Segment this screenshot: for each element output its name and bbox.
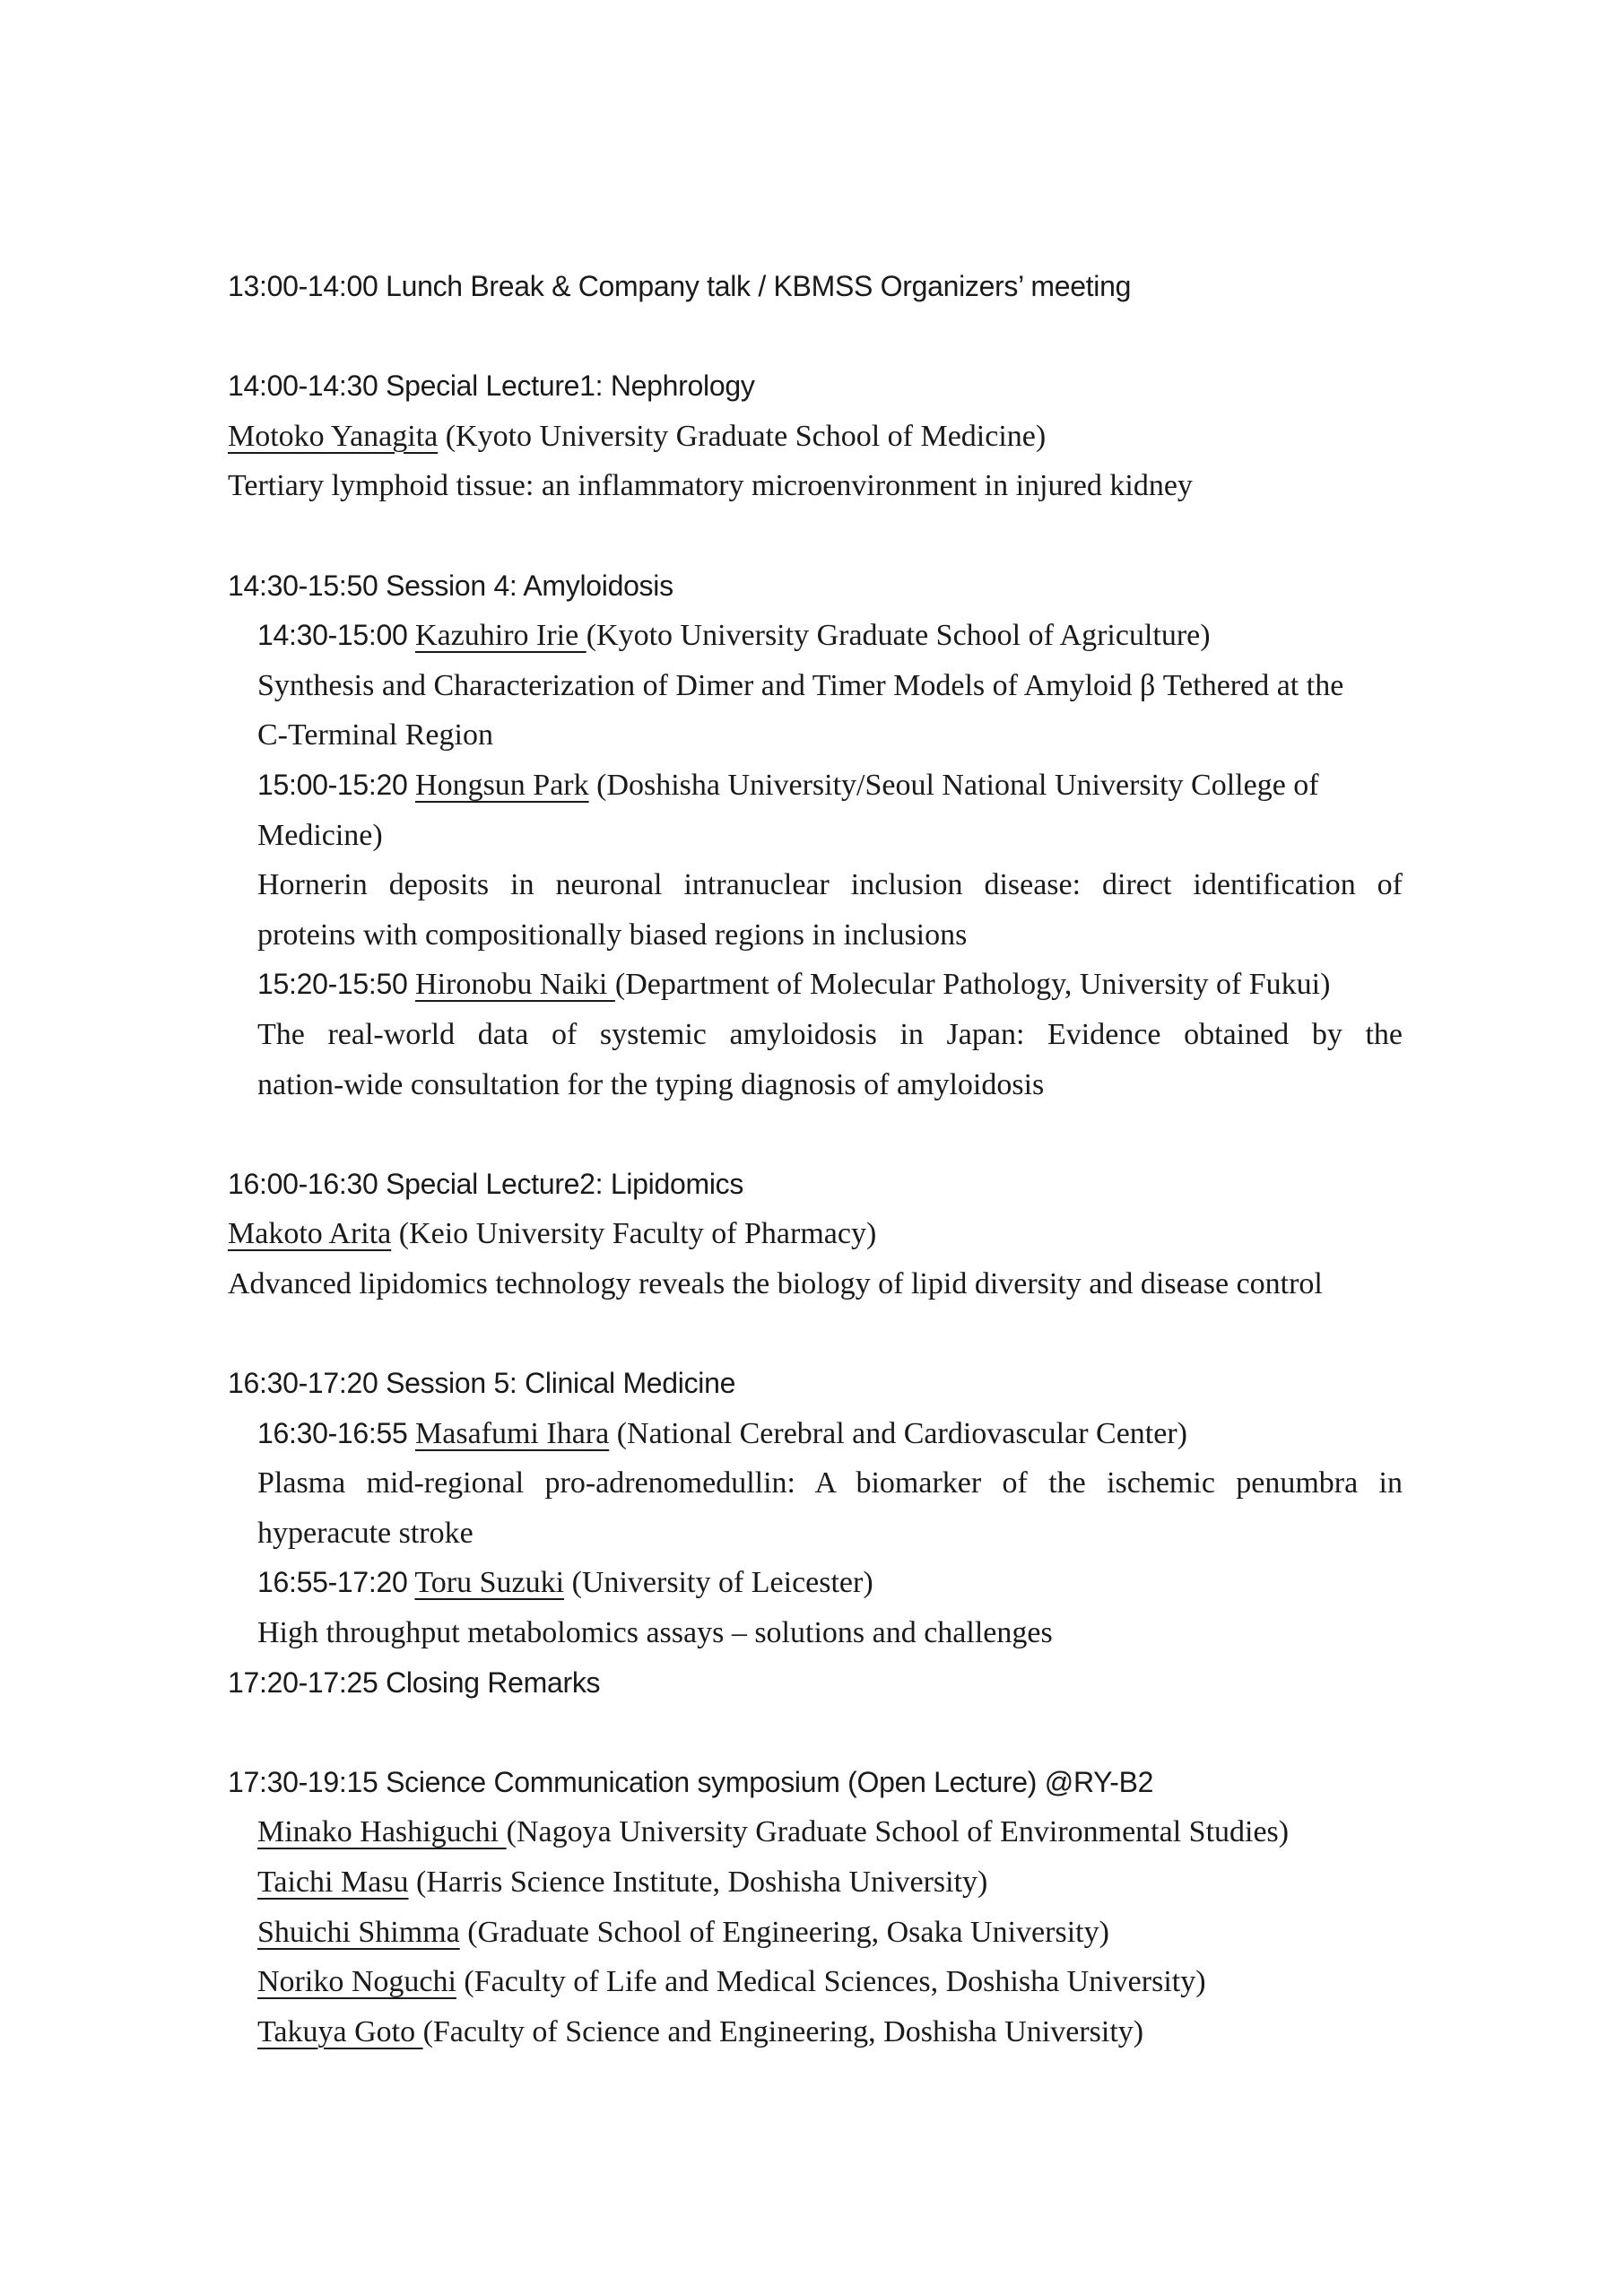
talk-title-line: The real-world data of systemic amyloidosis in Japan: Evidence obtained by the (257, 1017, 1403, 1051)
speaker-name: Takuya Goto (257, 2014, 423, 2048)
symposium-speaker (257, 1957, 1403, 2007)
spacer (228, 312, 1403, 362)
special-lecture2-heading: 16:00-16:30 Special Lecture2: Lipidomics (228, 1167, 744, 1200)
talk-time: 16:55-17:20 (257, 1566, 408, 1599)
talk-speaker-line (257, 761, 1403, 811)
speaker-affiliation: (Kyoto University Graduate School of Agriculture) (586, 619, 1211, 653)
talk-title-line: Hornerin deposits in neuronal intranuclear inclusion disease: direct identification of (257, 868, 1403, 902)
symposium-speaker (257, 2007, 1403, 2057)
symposium-speaker (257, 1857, 1403, 1908)
speaker-affiliation: (Doshisha University/Seoul National University College of (588, 768, 1319, 802)
closing-remarks-heading: 17:20-17:25 Closing Remarks (228, 1665, 601, 1699)
speaker-name: Minako Hashiguchi (257, 1815, 507, 1849)
talk-speaker-line (257, 1558, 1403, 1608)
speaker-affiliation: (National Cerebral and Cardiovascular Center) (609, 1416, 1187, 1450)
session5-heading: 16:30-17:20 Session 5: Clinical Medicine (228, 1367, 736, 1400)
speaker-affiliation: (Keio University Faculty of Pharmacy) (391, 1217, 877, 1251)
speaker-name: Kazuhiro Irie (415, 619, 586, 653)
special-lecture2-speaker-line (228, 1209, 1403, 1259)
speaker-affiliation: (Harris Science Institute, Doshisha University) (408, 1866, 988, 1899)
speaker-affiliation: (University of Leicester) (564, 1566, 873, 1600)
special-lecture1-heading: 14:00-14:30 Special Lecture1: Nephrology (228, 370, 755, 403)
symposium-speaker (257, 1908, 1403, 1958)
speaker-affiliation: (Faculty of Life and Medical Sciences, Doshisha University) (456, 1965, 1206, 1999)
speaker-name: Taichi Masu (257, 1866, 409, 1899)
speaker-name: Hongsun Park (415, 768, 589, 802)
spacer (228, 511, 1403, 561)
speaker-affiliation: (Faculty of Science and Engineering, Doshisha University) (422, 2014, 1144, 2048)
speaker-name: Toru Suzuki (414, 1566, 565, 1600)
talk-title-line: nation-wide consultation for the typing diagnosis of amyloidosis (257, 1067, 1045, 1101)
session4-heading: 14:30-15:50 Session 4: Amyloidosis (228, 569, 673, 602)
spacer (228, 1109, 1403, 1160)
talk-time: 15:00-15:20 (257, 768, 408, 801)
session4-talk-1 (228, 611, 1403, 761)
talk-title-line: High throughput metabolomics assays – solutions and challenges (257, 1616, 1053, 1650)
special-lecture2-title: Advanced lipidomics technology reveals the biology of lipid diversity and disease control (228, 1266, 1323, 1300)
talk-title-line: proteins with compositionally biased regions in inclusions (257, 918, 968, 952)
speaker-affiliation: (Department of Molecular Pathology, University of Fukui) (614, 968, 1331, 1002)
special-lecture1-speaker-line (228, 412, 1403, 462)
talk-time: 16:30-16:55 (257, 1416, 408, 1449)
program-page (228, 262, 1403, 2057)
speaker-name: Hironobu Naiki (415, 968, 615, 1002)
talk-speaker-line (257, 960, 1403, 1010)
talk-time: 15:20-15:50 (257, 968, 408, 1001)
talk-title-line: Synthesis and Characterization of Dimer and Timer Models of Amyloid β Tethered at the (257, 668, 1344, 702)
spacer (228, 1708, 1403, 1758)
symposium-heading: 17:30-19:15 Science Communication symposium (Open Lecture) @RY-B2 (228, 1765, 1154, 1798)
talk-title-line: Plasma mid-regional pro-adrenomedullin: A biomarker of the ischemic penumbra in (257, 1466, 1403, 1500)
speaker-name: Makoto Arita (228, 1217, 392, 1251)
talk-speaker-line (257, 1409, 1403, 1459)
speaker-affiliation: (Nagoya University Graduate School of Environmental Studies) (506, 1815, 1290, 1849)
speaker-name: Masafumi Ihara (415, 1416, 610, 1450)
symposium-speaker-list (228, 1807, 1403, 2057)
talk-time: 14:30-15:00 (257, 619, 408, 652)
talk-title-line: C-Terminal Region (257, 718, 493, 752)
lunch-break-heading: 13:00-14:00 Lunch Break & Company talk / KBMSS Organizers’ meeting (228, 270, 1132, 302)
spacer (228, 1309, 1403, 1359)
speaker-affiliation: (Kyoto University Graduate School of Medicine) (438, 419, 1047, 453)
session5-talk-2 (228, 1558, 1403, 1657)
talk-speaker-line (257, 611, 1403, 661)
special-lecture1-title: Tertiary lymphoid tissue: an inflammatory microenvironment in injured kidney (228, 469, 1193, 503)
speaker-name: Shuichi Shimma (257, 1915, 460, 1949)
talk-title-line: hyperacute stroke (257, 1516, 474, 1550)
session4-talk-3 (228, 960, 1403, 1109)
speaker-affiliation-continued: Medicine) (257, 818, 383, 852)
session4-talk-2 (228, 761, 1403, 960)
symposium-speaker (257, 1807, 1403, 1857)
session5-talk-1 (228, 1409, 1403, 1559)
speaker-name: Noriko Noguchi (257, 1965, 456, 1999)
speaker-affiliation: (Graduate School of Engineering, Osaka University) (459, 1915, 1109, 1949)
speaker-name: Motoko Yanagita (228, 419, 439, 453)
